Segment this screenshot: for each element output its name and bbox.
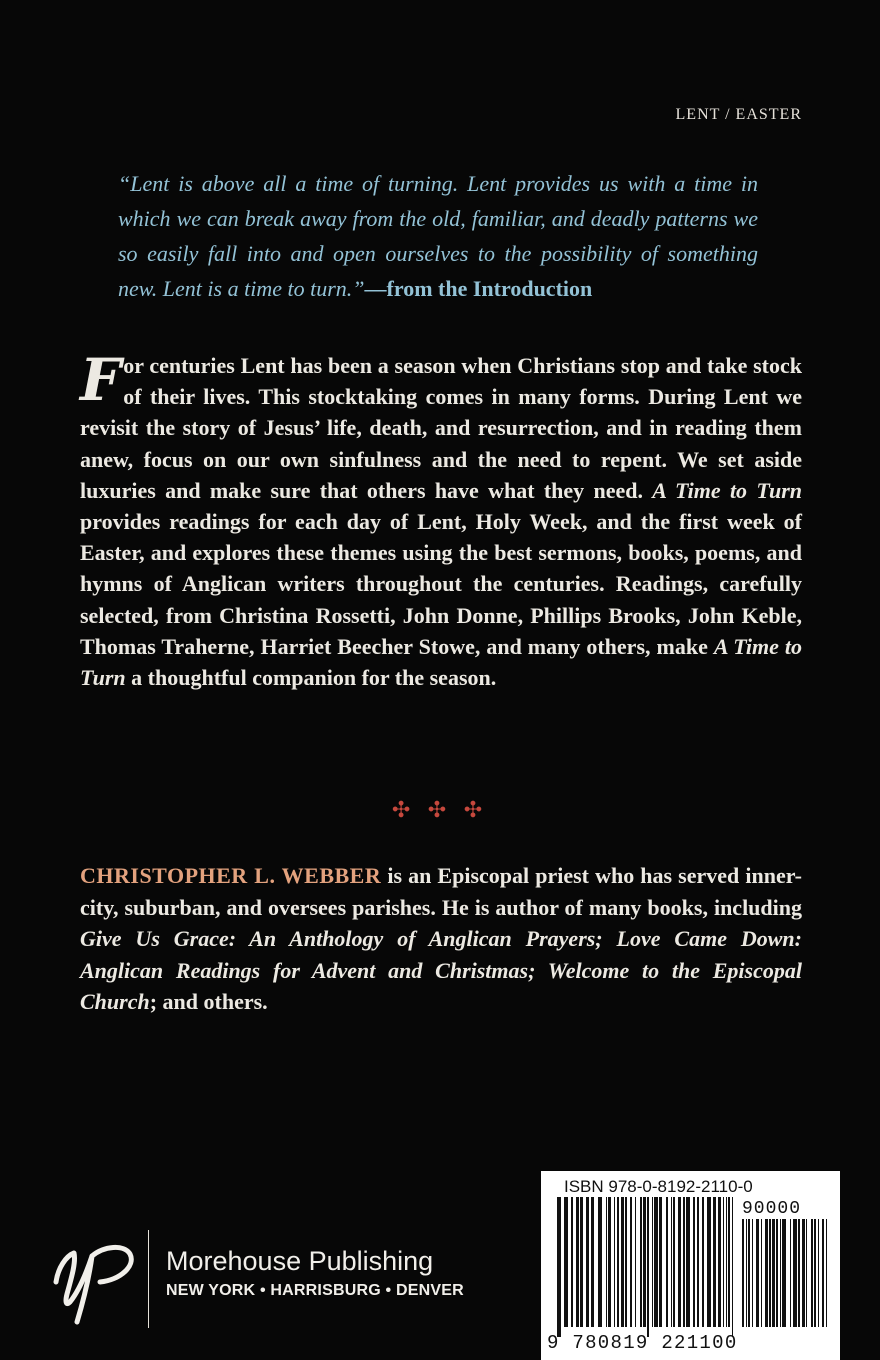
price-barcode xyxy=(742,1219,832,1337)
barcode-bar xyxy=(818,1219,819,1327)
barcode-bar xyxy=(678,1197,681,1327)
barcode-bar xyxy=(614,1197,615,1327)
book-list: Give Us Grace: An Anthology of Anglican Prayers; Love Came Down: Anglican Readings for Advent and Christmas; Welcome to the Episcopal Church xyxy=(80,926,802,1014)
barcode-bar xyxy=(780,1219,781,1327)
barcode-bar xyxy=(723,1197,724,1327)
barcode-bar xyxy=(793,1219,797,1327)
barcode-bar xyxy=(640,1197,642,1327)
barcode-bar xyxy=(790,1219,791,1327)
barcode-bar xyxy=(608,1197,611,1327)
barcode-bar xyxy=(654,1197,658,1327)
barcode-bar xyxy=(697,1197,699,1327)
barcode-bar xyxy=(822,1219,824,1327)
book-title-2: A Time to Turn xyxy=(80,633,803,691)
barcode-bar xyxy=(798,1219,800,1327)
barcode-bar xyxy=(707,1197,711,1327)
barcode-bar xyxy=(557,1197,561,1337)
barcode-bar xyxy=(782,1219,786,1327)
barcode-bar xyxy=(728,1197,730,1327)
barcode-bar xyxy=(702,1197,704,1327)
barcode-bar xyxy=(811,1219,813,1327)
publisher-block xyxy=(166,1244,464,1300)
barcode-bar xyxy=(625,1197,627,1327)
publisher-logo-icon xyxy=(52,1232,136,1332)
barcode-bar xyxy=(652,1197,653,1327)
barcode-bar xyxy=(814,1219,816,1327)
description-text-3: a thoughtful companion for the season. xyxy=(125,665,497,691)
logo-divider xyxy=(148,1230,149,1328)
barcode-bar xyxy=(761,1219,762,1327)
section-ornament: ✣ ✣ ✣ xyxy=(391,797,489,822)
barcode-bar xyxy=(635,1197,636,1327)
barcode-bar xyxy=(765,1219,768,1327)
barcode-bar xyxy=(772,1219,775,1327)
bio-text-1: is an Episcopal priest who has served inner-city, suburban, and oversees parishes. He is author of many books, including xyxy=(80,863,802,920)
barcode-bar xyxy=(576,1197,579,1327)
barcode-bar xyxy=(726,1197,727,1327)
barcode-bar xyxy=(826,1219,827,1327)
ean-barcode xyxy=(557,1197,737,1337)
author-name: CHRISTOPHER L. WEBBER xyxy=(80,863,382,888)
barcode-bar xyxy=(748,1219,750,1327)
barcode-bar xyxy=(806,1219,807,1327)
barcode-bar xyxy=(630,1197,632,1327)
price-code: 90000 xyxy=(742,1199,802,1219)
barcode-bar xyxy=(693,1197,695,1327)
barcode-bar xyxy=(686,1197,690,1327)
barcode-bar xyxy=(769,1219,771,1327)
description-text-1: or centuries Lent has been a season when Christians stop and take stock of their lives. This stocktaking comes in many forms. During Lent we revisit the story of Jesus’ life, death, and resurrection, and in reading them anew, focus on our own sinfulness and the need to repent. We set aside luxuries and make sure that others have what they need. xyxy=(80,353,802,503)
pull-quote xyxy=(118,166,758,306)
barcode-bar xyxy=(606,1197,607,1327)
quote-attribution: —from the Introduction xyxy=(364,276,593,301)
barcode-bar xyxy=(776,1219,778,1327)
barcode-panel xyxy=(541,1171,840,1360)
barcode-bar xyxy=(659,1197,662,1327)
barcode-bar xyxy=(718,1197,721,1327)
barcode-bar xyxy=(756,1219,759,1327)
bio-text-2: ; and others. xyxy=(149,989,268,1014)
publisher-name: Morehouse Publishing xyxy=(166,1246,434,1276)
barcode-bar xyxy=(647,1197,649,1337)
barcode-bar xyxy=(666,1197,668,1327)
barcode-bar xyxy=(746,1219,747,1327)
drop-cap: F xyxy=(80,346,122,414)
barcode-bar xyxy=(621,1197,624,1327)
barcode-bar xyxy=(580,1197,583,1327)
ean-digits: 9 780819 221100 xyxy=(547,1332,738,1354)
barcode-bar xyxy=(564,1197,568,1327)
quote-text: “Lent is above all a time of turning. Lent provides us with a time in which we can break away from the old, familiar, and deadly patterns we so easily fall into and open ourselves to the possibility of something new. Lent is a time to turn.” xyxy=(118,171,758,301)
barcode-bar xyxy=(571,1197,573,1327)
barcode-bar xyxy=(732,1197,733,1337)
barcode-bar xyxy=(673,1197,675,1327)
barcode-bar xyxy=(586,1197,589,1327)
author-bio xyxy=(80,860,802,1018)
isbn-label: ISBN 978-0-8192-2110-0 xyxy=(564,1177,753,1196)
publisher-cities: NEW YORK • HARRISBURG • DENVER xyxy=(166,1282,464,1299)
category-label: LENT / EASTER xyxy=(675,106,802,123)
barcode-bar xyxy=(591,1197,594,1327)
barcode-bar xyxy=(643,1197,646,1327)
barcode-bar xyxy=(802,1219,805,1327)
barcode-bar xyxy=(671,1197,672,1327)
barcode-bar xyxy=(742,1219,744,1327)
barcode-bar xyxy=(617,1197,619,1327)
barcode-bar xyxy=(713,1197,716,1327)
book-description xyxy=(80,346,803,693)
description-text-2: provides readings for each day of Lent, Holy Week, and the first week of Easter, and explores these themes using the best sermons, books, poems, and hymns of Anglican writers throughout the centuries. Readings, carefully selected, from Christina Rossetti, John Donne, Phillips Brooks, John Keble, Thomas Traherne, Harriet Beecher Stowe, and many others, make xyxy=(80,509,802,659)
book-title-1: A Time to Turn xyxy=(652,477,803,503)
barcode-bar xyxy=(598,1197,602,1327)
barcode-bar xyxy=(752,1219,753,1327)
barcode-bar xyxy=(683,1197,685,1327)
